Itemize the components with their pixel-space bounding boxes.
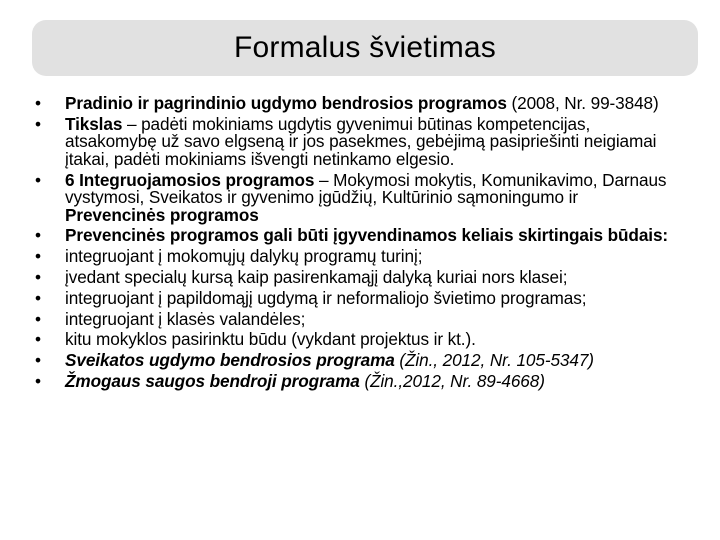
list-item [0,308,720,329]
bullet-icon: • [35,113,41,134]
item-text: įvedant specialų kursą kaip pasirenkamąjį dalyką kuriai nors klasei; [65,266,568,287]
item-bold-text: Tikslas [65,113,123,134]
list-item [0,227,720,245]
item-text: integruojant į mokomųjų dalykų programų turinį; [65,246,423,267]
item-text: integruojant į papildomąjį ugdymą ir neformaliojo švietimo programas; [65,287,587,308]
item-bold-text: Prevencinės programos gali būti įgyvendinamos keliais skirtingais būdais: [65,225,669,246]
item-bold-italic-text: Sveikatos ugdymo bendrosios programa [65,350,395,371]
item-bold-text: 6 Integruojamosios programos [65,169,315,190]
list-item [0,370,720,391]
bullet-icon: • [35,169,41,190]
item-bold-text: Pradinio ir pagrindinio ugdymo bendrosios programos [65,93,507,113]
bullet-icon: • [35,308,41,329]
item-bold-italic-text: Žmogaus saugos bendroji programa [65,370,360,391]
list-item [0,95,720,113]
page-title: Formalus švietimas [234,31,496,64]
item-italic-text: (Žin.,2012, Nr. 89-4668) [359,370,545,391]
item-text: (2008, Nr. 99-3848) [506,93,659,113]
bullet-icon: • [35,370,41,391]
item-text: – Mokymosi mokytis, Komunikavimo, Darnaus vystymosi, Sveikatos ir gyvenimo įgūdžių, Kultūrinio sąmoningumo ir [65,169,667,208]
item-text: integruojant į klasės valandėles; [65,308,306,329]
item-text: kitu mokyklos pasirinktu būdu (vykdant projektus ir kt.). [65,329,476,350]
list-item [0,287,720,308]
list-item [0,352,720,370]
item-bold-text: Prevencinės programos [65,204,259,225]
bullet-icon: • [35,225,41,246]
item-text: – padėti mokiniams ugdytis gyvenimui būtinas kompetencijas, atsakomybę už savo elgseną ir jos pasekmes, gebėjimą pasipriešinti neigiamai įtakai, padėti mokiniams išvengti netinkamo elgesio. [65,113,657,169]
item-italic-text: (Žin., 2012, Nr. 105-5347) [394,350,594,371]
bullet-icon: • [35,329,41,350]
bullet-icon: • [35,350,41,371]
bullet-list [0,95,720,394]
list-item [0,248,720,266]
bullet-icon: • [35,93,41,113]
list-item [0,169,720,225]
list-item [0,113,720,169]
list-item [0,266,720,287]
bullet-icon: • [35,266,41,287]
bullet-icon: • [35,246,41,267]
list-item [0,331,720,349]
bullet-icon: • [35,287,41,308]
title-banner [32,20,698,76]
